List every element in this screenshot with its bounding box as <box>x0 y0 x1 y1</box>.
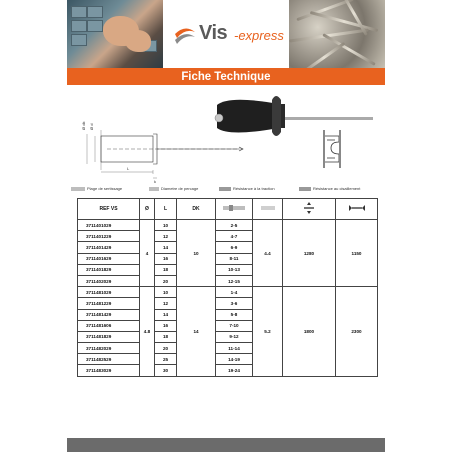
cell-dk: 14 <box>177 287 216 377</box>
cell-length: 20 <box>155 275 177 286</box>
label-d: Ø d <box>89 123 94 130</box>
tensile-strength-icon <box>302 202 316 214</box>
cell-length: 16 <box>155 253 177 264</box>
shear-strength-icon <box>299 187 311 191</box>
cell-grip: 12-15 <box>216 275 253 286</box>
cell-length: 16 <box>155 320 177 331</box>
header-dk: DK <box>177 199 216 220</box>
drill-diameter-icon <box>261 205 275 211</box>
cell-length: 20 <box>155 343 177 354</box>
cell-ref: 3711481429 <box>78 309 140 320</box>
datasheet-page <box>67 0 385 452</box>
label-k: k <box>154 179 156 184</box>
legend-item: Résistance au cisaillement <box>299 186 360 191</box>
shear-strength-icon <box>349 203 365 213</box>
cell-tensile: 1280 <box>283 220 336 287</box>
header-drill <box>253 199 283 220</box>
cell-grip: 1-4 <box>216 287 253 298</box>
grip-range-icon <box>71 187 85 191</box>
cell-grip: 4-7 <box>216 231 253 242</box>
brand-name-accent: -express <box>234 28 284 43</box>
cell-length: 18 <box>155 264 177 275</box>
screws-photo <box>289 0 385 68</box>
table-row <box>78 287 378 298</box>
cell-ref: 3711402029 <box>78 275 140 286</box>
cell-ref: 3711481229 <box>78 298 140 309</box>
cell-shear: 2300 <box>336 287 378 377</box>
legend-item: Plage de sertissage <box>71 186 122 191</box>
cell-ref: 3711483029 <box>78 365 140 376</box>
cell-ref: 3711482029 <box>78 343 140 354</box>
cell-ref: 3711481029 <box>78 287 140 298</box>
header <box>67 0 385 68</box>
cell-ref: 3711481606 <box>78 320 140 331</box>
cell-ref: 3711401429 <box>78 242 140 253</box>
cell-length: 30 <box>155 365 177 376</box>
cell-ref: 3711401029 <box>78 220 140 231</box>
cell-diameter: 4 <box>140 220 155 287</box>
blind-rivet-drawing-icon <box>67 90 385 185</box>
cell-drill: 4.4 <box>253 220 283 287</box>
cell-length: 10 <box>155 287 177 298</box>
cell-length: 14 <box>155 242 177 253</box>
cell-length: 12 <box>155 231 177 242</box>
drill-diameter-icon <box>149 187 159 191</box>
workshop-photo <box>67 0 163 68</box>
cell-grip: 14-19 <box>216 354 253 365</box>
cell-grip: 9-12 <box>216 331 253 342</box>
cell-grip: 6-9 <box>216 242 253 253</box>
cell-dk: 10 <box>177 220 216 287</box>
header-l: L <box>155 199 177 220</box>
cell-grip: 10-13 <box>216 264 253 275</box>
legend-item: Résistance à la traction <box>219 186 275 191</box>
cell-ref: 3711481829 <box>78 331 140 342</box>
cell-grip: 8-11 <box>216 253 253 264</box>
cell-length: 18 <box>155 331 177 342</box>
cell-drill: 5.2 <box>253 287 283 377</box>
legend <box>71 186 385 195</box>
cell-length: 12 <box>155 298 177 309</box>
brand-name: Vis <box>199 22 228 44</box>
specs-table <box>77 198 378 377</box>
table-header-row <box>78 199 378 220</box>
cell-tensile: 1800 <box>283 287 336 377</box>
header-ref: REF VS <box>78 199 140 220</box>
cell-ref: 3711401629 <box>78 253 140 264</box>
cell-grip: 11-14 <box>216 343 253 354</box>
cell-length: 14 <box>155 309 177 320</box>
cell-ref: 3711482529 <box>78 354 140 365</box>
grip-range-icon <box>223 205 245 211</box>
header-d: Ø <box>140 199 155 220</box>
cell-grip: 5-8 <box>216 309 253 320</box>
header-grip <box>216 199 253 220</box>
cell-diameter: 4.8 <box>140 287 155 377</box>
banner-title: Fiche Technique <box>67 68 385 85</box>
label-l: L <box>127 166 130 171</box>
cell-ref: 3711401829 <box>78 264 140 275</box>
swoosh-logo-icon <box>173 24 197 46</box>
label-dk: Ø dk <box>81 121 86 130</box>
cell-shear: 1150 <box>336 220 378 287</box>
cell-grip: 3-6 <box>216 298 253 309</box>
header-shear <box>336 199 378 220</box>
cell-grip: 19-24 <box>216 365 253 376</box>
footer-bar <box>67 438 385 452</box>
legend-item: Diametre de percage <box>149 186 198 191</box>
cell-ref: 3711401229 <box>78 231 140 242</box>
cell-grip: 2-5 <box>216 220 253 231</box>
tensile-strength-icon <box>219 187 231 191</box>
cell-length: 10 <box>155 220 177 231</box>
cell-length: 25 <box>155 354 177 365</box>
table-row <box>78 220 378 231</box>
cell-grip: 7-10 <box>216 320 253 331</box>
header-tensile <box>283 199 336 220</box>
